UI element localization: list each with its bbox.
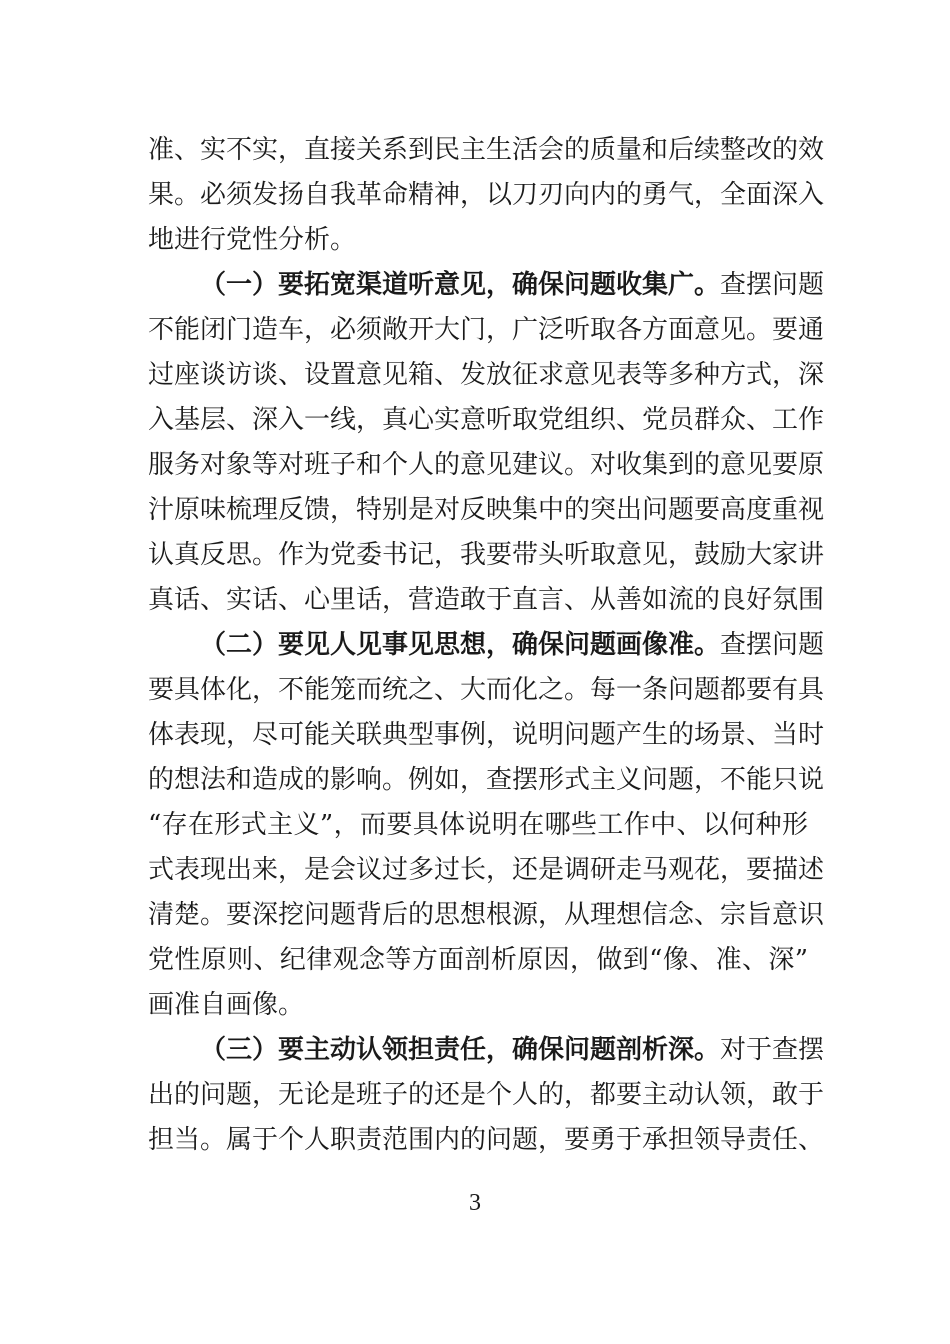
- page-number: 3: [469, 1190, 481, 1216]
- body-text-line: 地进行党性分析。: [148, 225, 357, 255]
- body-text-line: 认真反思。作为党委书记，我要带头听取意见，鼓励大家讲: [148, 540, 825, 570]
- body-text-line: 要具体化，不能笼而统之、大而化之。每一条问题都要有具: [148, 675, 825, 705]
- body-text-line: 入基层、深入一线，真心实意听取党组织、党员群众、工作: [148, 405, 825, 435]
- body-text-line: 出的问题，无论是班子的还是个人的，都要主动认领，敢于: [148, 1080, 825, 1110]
- body-text-line: 清楚。要深挖问题背后的思想根源，从理想信念、宗旨意识: [148, 900, 825, 930]
- section-first-line: [200, 263, 825, 308]
- body-text-line: 服务对象等对班子和个人的意见建议。对收集到的意见要原: [148, 450, 825, 480]
- body-text-line: 准、实不实，直接关系到民主生活会的质量和后续整改的效: [148, 135, 825, 165]
- body-text-line: 画准自画像。: [148, 990, 305, 1020]
- section-heading: （一）要拓宽渠道听意见，确保问题收集广。: [200, 270, 721, 300]
- body-text-line: 担当。属于个人职责范围内的问题，要勇于承担领导责任、: [148, 1125, 825, 1155]
- body-text-line: “存在形式主义”，而要具体说明在哪些工作中、以何种形: [148, 810, 808, 840]
- section-lead-text: 查摆问题: [720, 270, 825, 300]
- section-first-line: [200, 1028, 825, 1073]
- body-text-line: 果。必须发扬自我革命精神，以刀刃向内的勇气，全面深入: [148, 180, 825, 210]
- body-text-line: 式表现出来，是会议过多过长，还是调研走马观花，要描述: [148, 855, 825, 885]
- body-text-line: 体表现，尽可能关联典型事例，说明问题产生的场景、当时: [148, 720, 825, 750]
- section-first-line: [200, 623, 825, 668]
- section-heading: （二）要见人见事见思想，确保问题画像准。: [200, 630, 721, 660]
- body-text-line: 汁原味梳理反馈，特别是对反映集中的突出问题要高度重视: [148, 495, 825, 525]
- body-text-line: 真话、实话、心里话，营造敢于直言、从善如流的良好氛围: [148, 585, 825, 615]
- body-text-line: 的想法和造成的影响。例如，查摆形式主义问题，不能只说: [148, 765, 825, 795]
- section-heading: （三）要主动认领担责任，确保问题剖析深。: [200, 1035, 721, 1065]
- body-text-line: 党性原则、纪律观念等方面剖析原因，做到“像、准、深”: [148, 945, 808, 975]
- body-text-line: 过座谈访谈、设置意见箱、发放征求意见表等多种方式，深: [148, 360, 825, 390]
- section-lead-text: 对于查摆: [720, 1035, 825, 1065]
- section-lead-text: 查摆问题: [720, 630, 825, 660]
- body-text-line: 不能闭门造车，必须敞开大门，广泛听取各方面意见。要通: [148, 315, 825, 345]
